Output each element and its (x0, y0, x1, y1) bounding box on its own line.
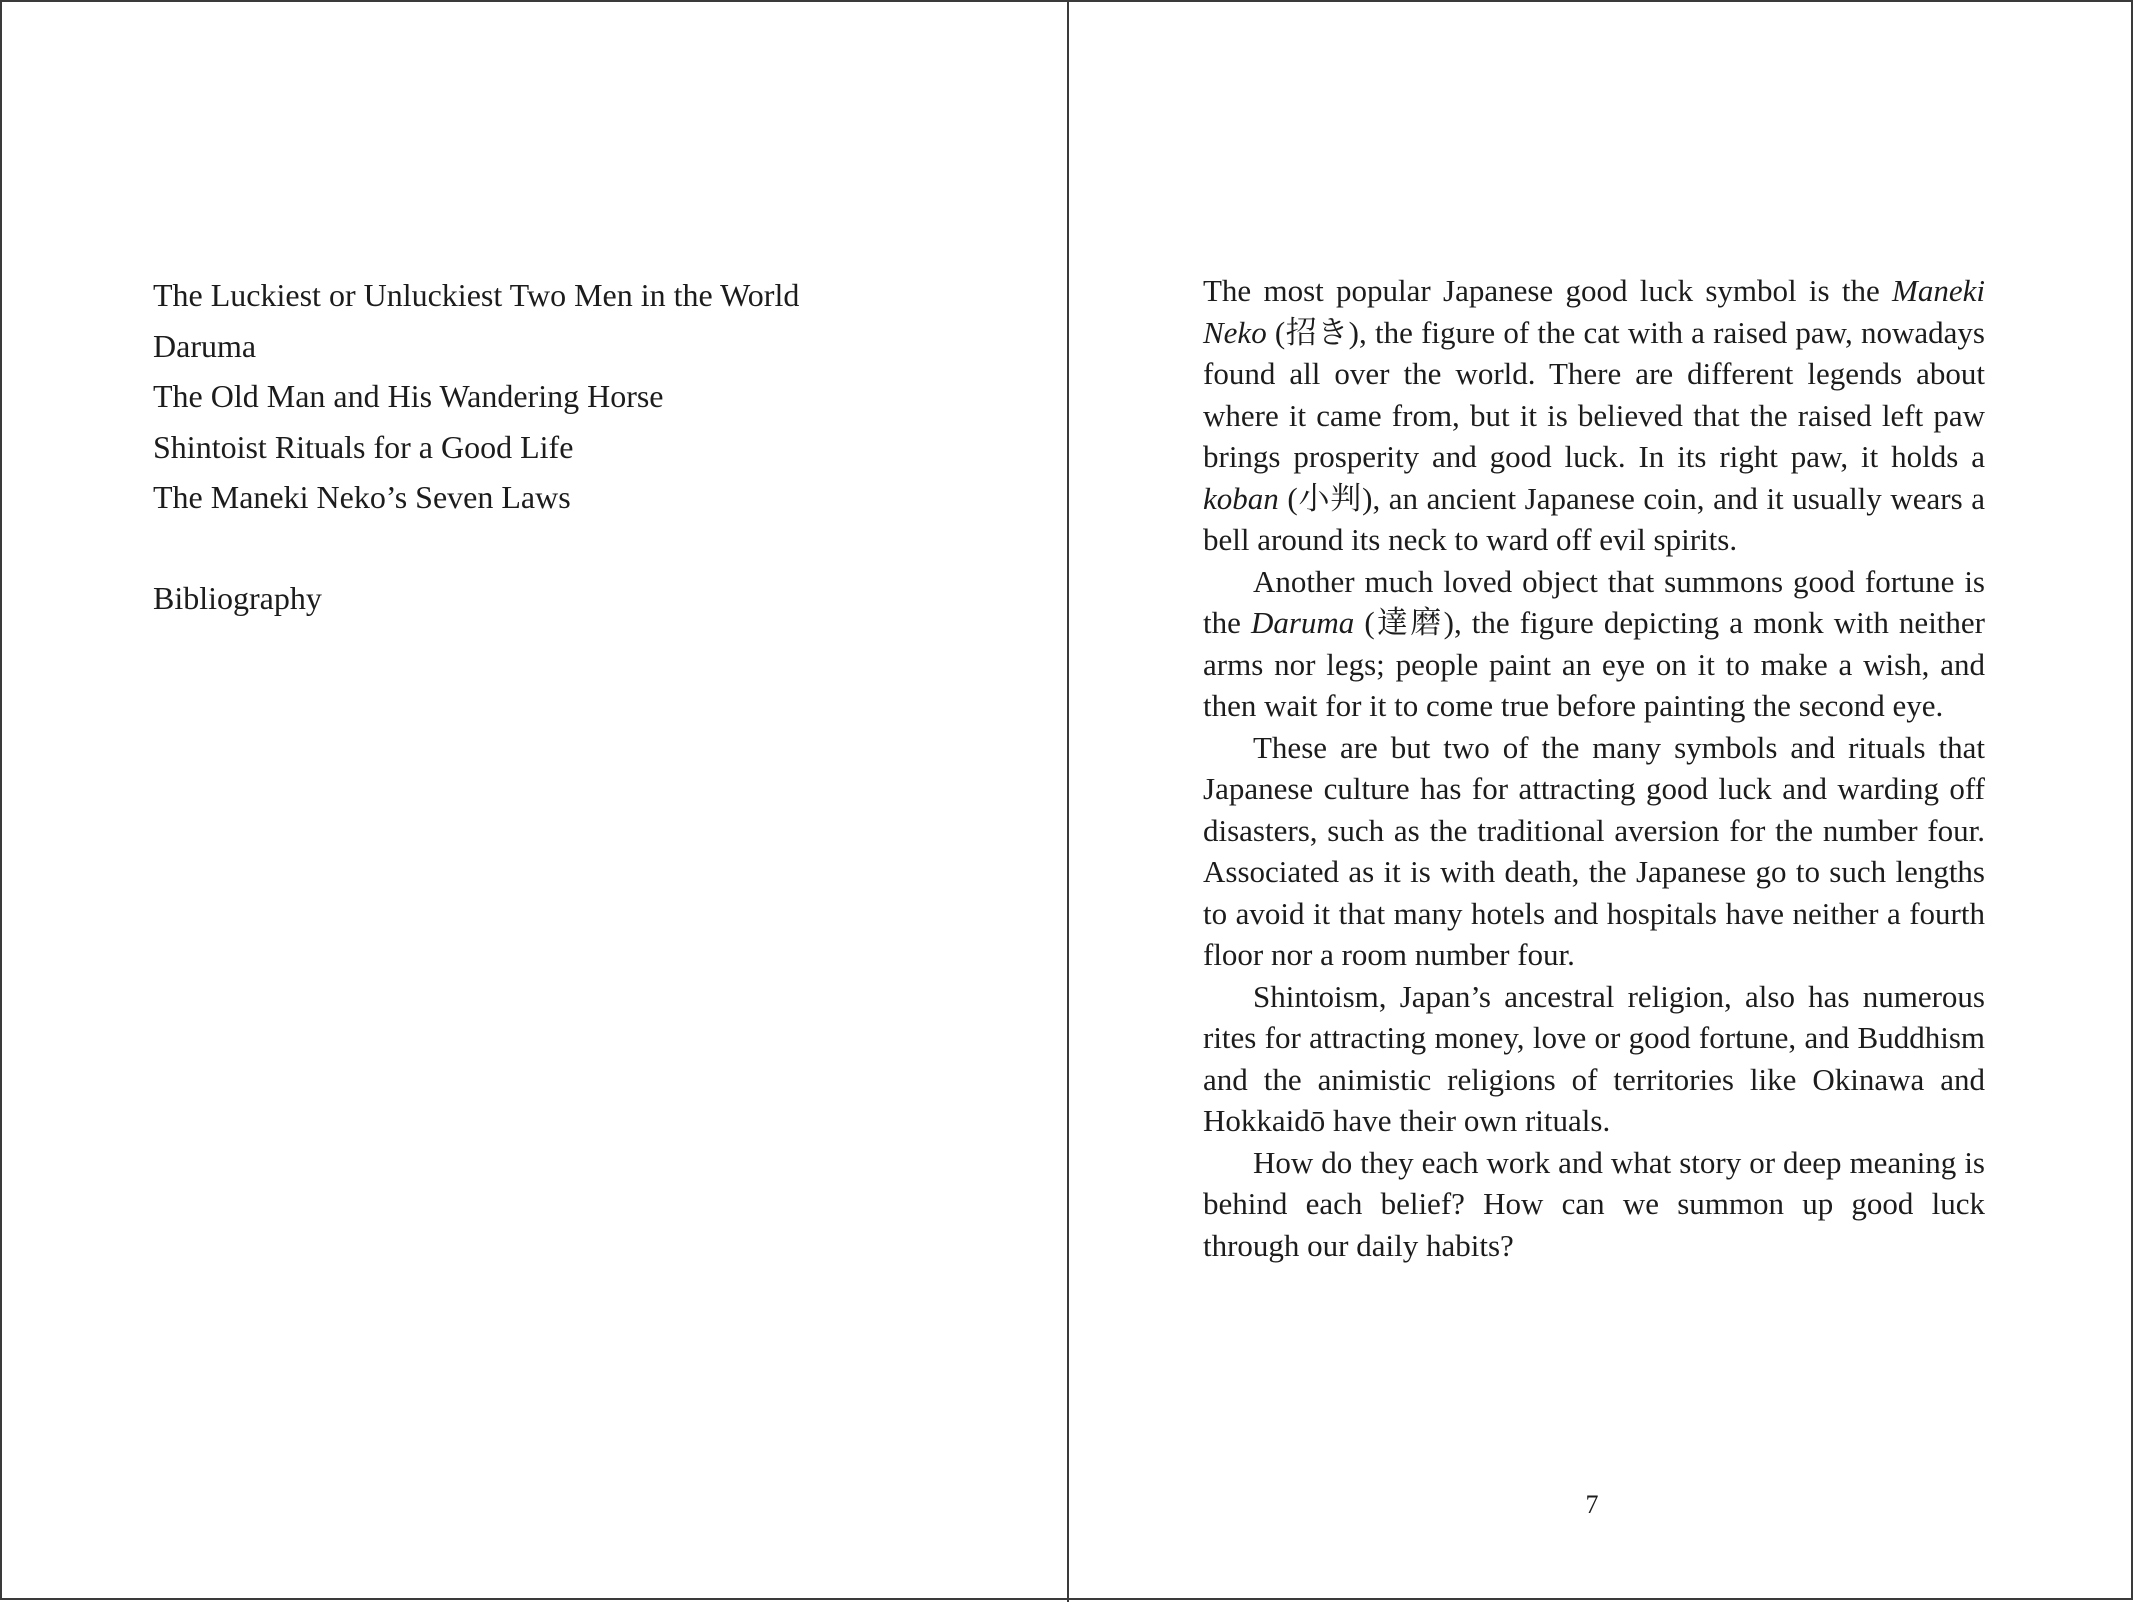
italic-term-maneki-neko: Maneki Neko (1203, 273, 1985, 350)
toc-item: Daruma (153, 327, 257, 364)
toc-item: The Old Man and His Wandering Horse (153, 378, 664, 414)
text-run: Another much loved object that summons good fortune is the (1203, 563, 1985, 640)
text-run: (招き), the figure of the cat with a raised paw, nowadays found all over the world. There are different legends about where it came from, but it is believed that the raised left paw brings prosperity and good luck. In its right paw, it holds a (1203, 314, 1985, 474)
right-page-text (1203, 270, 1985, 1266)
text-run: (小判), an ancient Japanese coin, and it usually wears a bell around its neck to ward off evil spirits. (1203, 480, 1985, 557)
toc-item: The Luckiest or Unluckiest Two Men in the World (153, 277, 800, 313)
page-gutter-divider (1067, 2, 1069, 1602)
toc-item-bibliography: Bibliography (153, 579, 322, 616)
paragraph-2 (1203, 561, 1985, 727)
paragraph-1 (1203, 270, 1985, 561)
paragraph-3: These are but two of the many symbols and rituals that Japanese culture has for attracting good luck and warding off disasters, such as the traditional aversion for the number four. Associated as it is with death, the Japanese go to such lengths to avoid it that many hotels and hospitals have neither a fourth floor nor a room number four. (1203, 729, 1985, 972)
page-number: 7 (1585, 1490, 1599, 1519)
italic-term-daruma: Daruma (1250, 605, 1355, 640)
left-page-contents (153, 270, 973, 623)
toc-item: The Maneki Neko’s Seven Laws (153, 479, 571, 515)
paragraph-5: How do they each work and what story or deep meaning is behind each belief? How can we summon up good luck through our daily habits? (1203, 1144, 1985, 1263)
paragraph-4: Shintoism, Japan’s ancestral religion, also has numerous rites for attracting money, love or good fortune, and Buddhism and the animistic religions of territories like Okinawa and Hokkaidō have their own rituals. (1203, 978, 1985, 1138)
text-run: (達磨), the figure depicting a monk with neither arms nor legs; people paint an eye on it to make a wish, and then wait for it to come true before painting the second eye. (1203, 605, 1986, 723)
italic-term-koban: koban (1203, 480, 1279, 516)
toc-spacer (153, 523, 973, 573)
toc-item: Shintoist Rituals for a Good Life (153, 428, 574, 465)
text-run: The most popular Japanese good luck symbol is the (1203, 273, 1893, 308)
